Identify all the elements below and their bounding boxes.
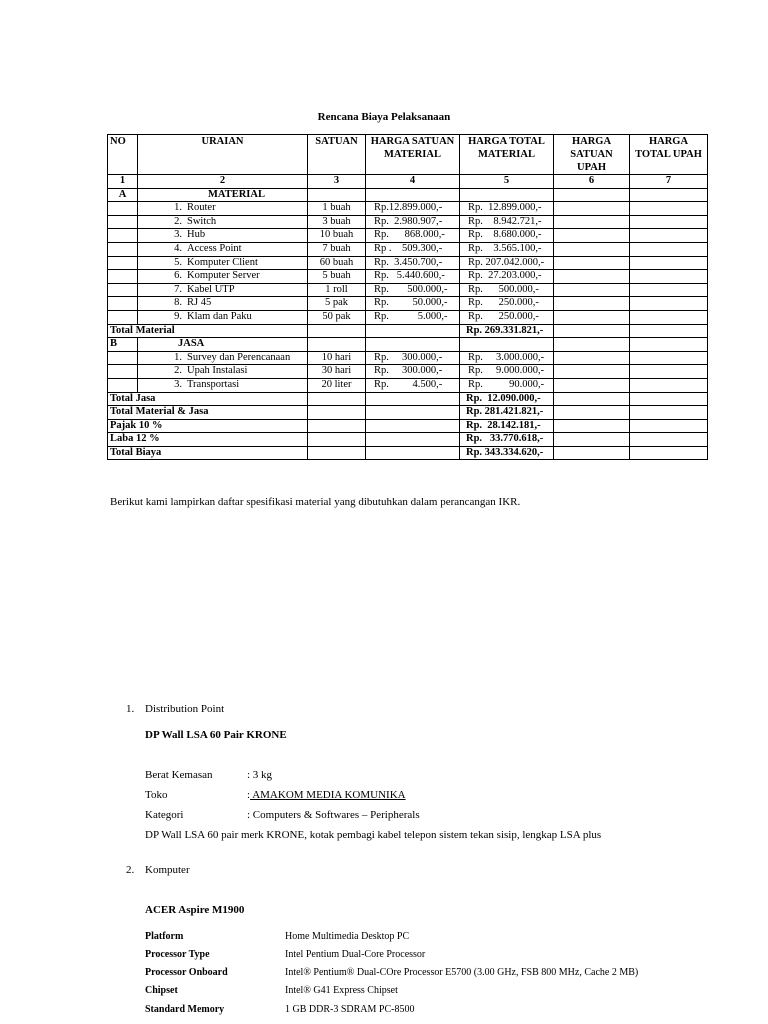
- item-number: 2.: [174, 215, 182, 227]
- item-uraian: [138, 378, 308, 392]
- item-unit-price: Rp. 500.000,-: [366, 283, 460, 297]
- colnum-3: 3: [308, 175, 366, 189]
- detail-value: : 3 kg: [247, 769, 273, 781]
- item-name: RJ 45: [187, 297, 212, 309]
- item-unit-price: Rp. 300.000,-: [366, 365, 460, 379]
- item-unit-price: Rp. 4.500,-: [366, 378, 460, 392]
- item-name: Switch: [187, 215, 217, 227]
- item-unit-price: Rp . 509.300,-: [366, 242, 460, 256]
- product-title: DP Wall LSA 60 Pair KRONE: [145, 729, 287, 741]
- section-label: JASA: [138, 338, 308, 352]
- list-item-distribution-point: [126, 703, 224, 715]
- total-value: Rp. 12.090.000,-: [460, 392, 554, 406]
- detail-key: Toko: [145, 789, 168, 801]
- item-name: Transportasi: [187, 378, 240, 390]
- total-row: [108, 446, 708, 460]
- item-number: 3.: [174, 378, 182, 390]
- total-value: Rp. 33.770.618,-: [460, 433, 554, 447]
- item-name: Router: [187, 202, 216, 214]
- spec-value: Intel Pentium Dual-Core Processor: [285, 949, 426, 960]
- total-value: Rp. 343.334.620,-: [460, 446, 554, 460]
- item-total: Rp. 250.000,-: [460, 297, 554, 311]
- item-uraian: [138, 365, 308, 379]
- item-total: Rp. 207.042.000,-: [460, 256, 554, 270]
- item-number: 1.: [174, 202, 182, 214]
- column-number-row: [108, 175, 708, 189]
- item-number: 3.: [174, 229, 182, 241]
- cost-table: [107, 134, 708, 460]
- item-unit-price: Rp. 50.000,-: [366, 297, 460, 311]
- product-title: ACER Aspire M1900: [145, 904, 245, 916]
- product-description: DP Wall LSA 60 pair merk KRONE, kotak pembagi kabel telepon sistem tekan sisip, lengkap LSA plus: [145, 829, 602, 841]
- item-unit-price: Rp. 5.000,-: [366, 310, 460, 324]
- item-name: Hub: [187, 229, 206, 241]
- item-number: 5.: [174, 256, 182, 268]
- spec-key: Processor Onboard: [145, 967, 228, 978]
- item-unit: 5 buah: [308, 270, 366, 284]
- item-total: Rp. 3.000.000,-: [460, 351, 554, 365]
- total-row: [108, 419, 708, 433]
- list-item-komputer: [126, 864, 190, 876]
- item-total: Rp. 9.000.000,-: [460, 365, 554, 379]
- header-harga-satuan-material: HARGA SATUAN MATERIAL: [366, 135, 460, 175]
- item-unit: 1 roll: [308, 283, 366, 297]
- total-value: Rp. 269.331.821,-: [460, 324, 554, 338]
- item-name: Klam dan Paku: [187, 310, 252, 322]
- header-uraian: URAIAN: [138, 135, 308, 175]
- item-unit: 7 buah: [308, 242, 366, 256]
- item-unit: 5 pak: [308, 297, 366, 311]
- spec-value: Home Multimedia Desktop PC: [285, 931, 410, 942]
- total-label: Total Material & Jasa: [108, 406, 308, 420]
- spec-key: Chipset: [145, 985, 178, 996]
- table-row: [108, 215, 708, 229]
- section-b-row: [108, 338, 708, 352]
- item-unit: 10 hari: [308, 351, 366, 365]
- item-uraian: [138, 297, 308, 311]
- colnum-2: 2: [138, 175, 308, 189]
- item-uraian: [138, 283, 308, 297]
- item-unit: 10 buah: [308, 229, 366, 243]
- spec-key: Platform: [145, 931, 184, 942]
- spec-key: Standard Memory: [145, 1004, 225, 1015]
- header-row: [108, 135, 708, 175]
- spec-value: 1 GB DDR-3 SDRAM PC-8500: [285, 1004, 415, 1015]
- total-row: [108, 324, 708, 338]
- total-label: Pajak 10 %: [108, 419, 308, 433]
- section-code: A: [108, 188, 138, 202]
- item-name: Komputer Server: [187, 270, 260, 282]
- table-body: [108, 188, 708, 460]
- detail-value-prefix: :: [247, 789, 251, 801]
- header-no: NO: [108, 135, 138, 175]
- list-number: 2.: [126, 864, 135, 876]
- table-row: [108, 351, 708, 365]
- section-code: B: [108, 338, 138, 352]
- item-uraian: [138, 202, 308, 216]
- list-number: 1.: [126, 703, 135, 715]
- item-total: Rp. 90.000,-: [460, 378, 554, 392]
- detail-value: [247, 789, 406, 801]
- item-name: Upah Instalasi: [187, 365, 248, 377]
- item-total: Rp. 8.680.000,-: [460, 229, 554, 243]
- total-label: Laba 12 %: [108, 433, 308, 447]
- total-row: [108, 406, 708, 420]
- colnum-1: 1: [108, 175, 138, 189]
- item-unit: 3 buah: [308, 215, 366, 229]
- item-uraian: [138, 310, 308, 324]
- document-title: Rencana Biaya Pelaksanaan: [317, 111, 451, 123]
- item-unit-price: Rp. 300.000,-: [366, 351, 460, 365]
- colnum-7: 7: [630, 175, 708, 189]
- store-link[interactable]: AMAKOM MEDIA KOMUNIKA: [250, 789, 406, 801]
- table-row: [108, 256, 708, 270]
- item-number: 9.: [174, 310, 182, 322]
- table-row: [108, 270, 708, 284]
- section-label: MATERIAL: [138, 188, 308, 202]
- total-value: Rp. 28.142.181,-: [460, 419, 554, 433]
- item-uraian: [138, 242, 308, 256]
- item-uraian: [138, 229, 308, 243]
- item-unit-price: Rp. 3.450.700,-: [366, 256, 460, 270]
- item-number: 2.: [174, 365, 182, 377]
- detail-value: : Computers & Softwares – Peripherals: [247, 809, 420, 821]
- total-value: Rp. 281.421.821,-: [460, 406, 554, 420]
- item-name: Kabel UTP: [187, 283, 235, 295]
- table-row: [108, 365, 708, 379]
- header-harga-total-material: HARGA TOTAL MATERIAL: [460, 135, 554, 175]
- item-total: Rp. 27.203.000,-: [460, 270, 554, 284]
- section-a-row: [108, 188, 708, 202]
- item-unit: 50 pak: [308, 310, 366, 324]
- table-row: [108, 310, 708, 324]
- item-unit-price: Rp. 2.980.907,-: [366, 215, 460, 229]
- table-row: [108, 229, 708, 243]
- table-row: [108, 297, 708, 311]
- detail-key: Kategori: [145, 809, 184, 821]
- table-row: [108, 283, 708, 297]
- detail-key: Berat Kemasan: [145, 769, 213, 781]
- item-uraian: [138, 256, 308, 270]
- item-name: Survey dan Perencanaan: [187, 351, 291, 363]
- list-title: Distribution Point: [145, 703, 225, 715]
- item-unit: 30 hari: [308, 365, 366, 379]
- header-satuan: SATUAN: [308, 135, 366, 175]
- table-row: [108, 378, 708, 392]
- table-row: [108, 202, 708, 216]
- item-uraian: [138, 215, 308, 229]
- colnum-5: 5: [460, 175, 554, 189]
- item-unit: 60 buah: [308, 256, 366, 270]
- total-row: [108, 392, 708, 406]
- colnum-6: 6: [554, 175, 630, 189]
- total-row: [108, 433, 708, 447]
- item-total: Rp. 12.899.000,-: [460, 202, 554, 216]
- item-number: 8.: [174, 297, 182, 309]
- spec-value: Intel® G41 Express Chipset: [285, 985, 398, 996]
- intro-paragraph: Berikut kami lampirkan daftar spesifikasi material yang dibutuhkan dalam perancangan IKR.: [110, 496, 521, 508]
- item-total: Rp. 3.565.100,-: [460, 242, 554, 256]
- item-number: 1.: [174, 351, 182, 363]
- total-label: Total Biaya: [108, 446, 308, 460]
- item-number: 6.: [174, 270, 182, 282]
- colnum-4: 4: [366, 175, 460, 189]
- list-title: Komputer: [145, 864, 190, 876]
- item-name: Komputer Client: [187, 256, 258, 268]
- item-total: Rp. 250.000,-: [460, 310, 554, 324]
- item-unit-price: Rp. 868.000,-: [366, 229, 460, 243]
- header-harga-total-upah: HARGA TOTAL UPAH: [630, 135, 708, 175]
- total-label: Total Jasa: [108, 392, 308, 406]
- item-number: 4.: [174, 242, 182, 254]
- item-unit: 1 buah: [308, 202, 366, 216]
- item-number: 7.: [174, 283, 182, 295]
- header-harga-satuan-upah: HARGA SATUAN UPAH: [554, 135, 630, 175]
- table-row: [108, 242, 708, 256]
- item-uraian: [138, 351, 308, 365]
- spec-key: Processor Type: [145, 949, 210, 960]
- item-total: Rp. 500.000,-: [460, 283, 554, 297]
- item-uraian: [138, 270, 308, 284]
- item-name: Access Point: [187, 242, 242, 254]
- item-unit-price: Rp.12.899.000,-: [366, 202, 460, 216]
- item-unit-price: Rp. 5.440.600,-: [366, 270, 460, 284]
- item-unit: 20 liter: [308, 378, 366, 392]
- item-total: Rp. 8.942.721,-: [460, 215, 554, 229]
- spec-value: Intel® Pentium® Dual-COre Processor E5700 (3.00 GHz, FSB 800 MHz, Cache 2 MB): [285, 967, 639, 978]
- total-label: Total Material: [108, 324, 308, 338]
